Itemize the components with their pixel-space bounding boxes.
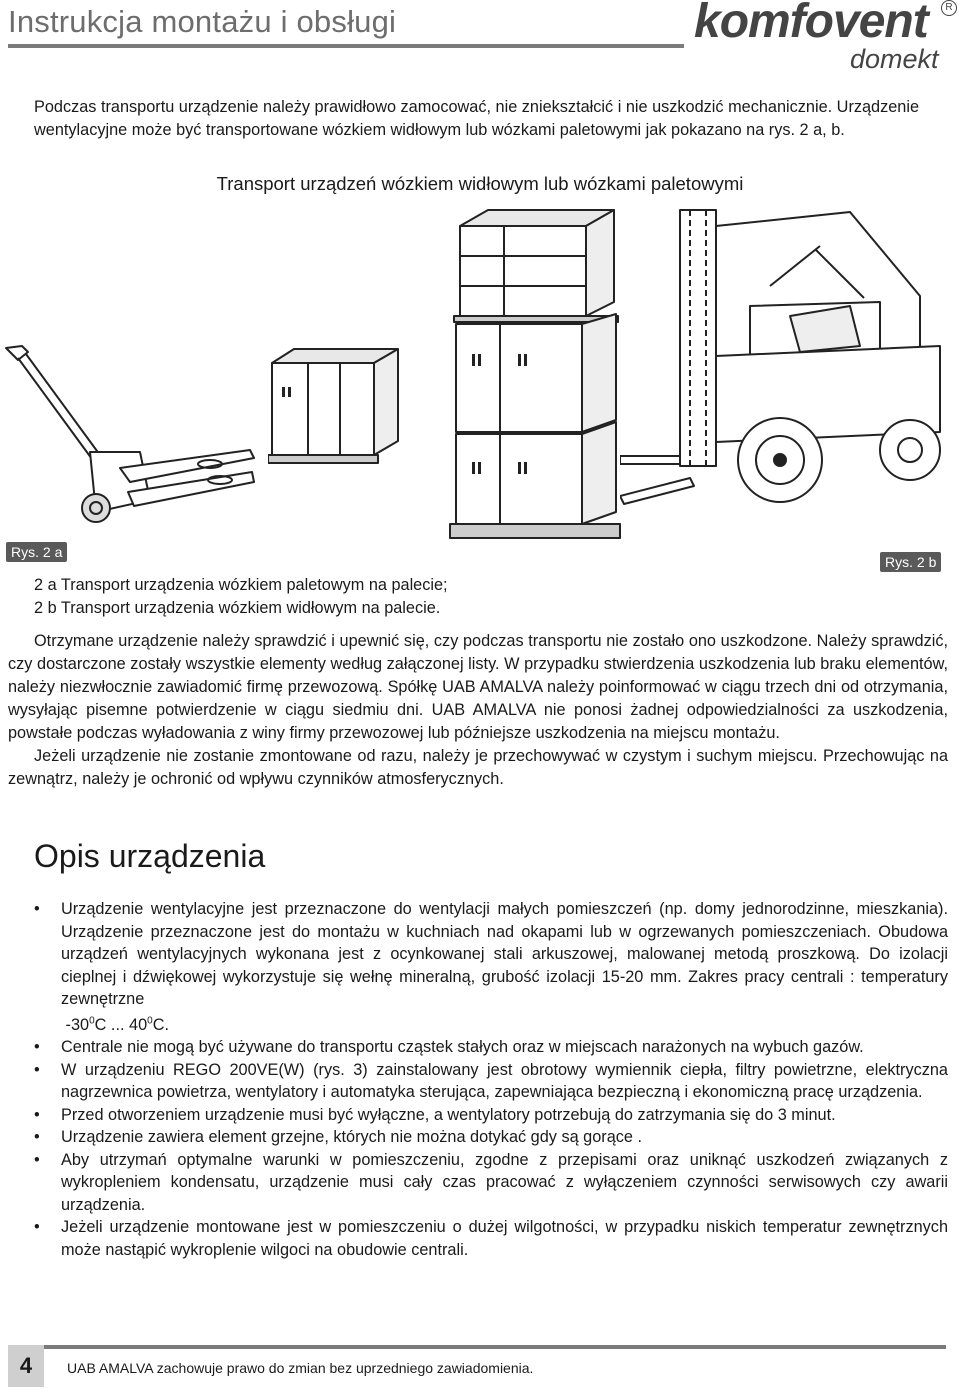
degree-sup: 0 (89, 1015, 95, 1027)
list-item: • Urządzenie zawiera element grzejne, których nie można dotykać gdy są gorące . (34, 1126, 948, 1149)
stacked-boxes-illustration (448, 206, 638, 546)
description-list (34, 898, 948, 1261)
page-header-title: Instrukcja montażu i obsługi (8, 4, 397, 39)
caption-line-a: 2 a Transport urządzenia wózkiem paletowym na palecie; (34, 576, 448, 594)
storage-paragraph: Jeżeli urządzenie nie zostanie zmontowane od razu, należy je przechowywać w czystym i suchym miejscu. Przechowując na zewnątrz, należy je ochronić od wpływu czynników atmosferycznych. (8, 747, 948, 788)
page-number: 4 (19, 1353, 33, 1378)
caption-line-b: 2 b Transport urządzenia wózkiem widłowym na palecie. (34, 599, 441, 617)
range-min: -30 (65, 1015, 90, 1034)
temperature-range (61, 1016, 169, 1034)
degree-sup: 0 (147, 1015, 153, 1027)
figure-label-b: Rys. 2 b (880, 552, 941, 572)
footer-disclaimer: UAB AMALVA zachowuje prawo do zmian bez uprzedniego zawiadomienia. (67, 1360, 534, 1376)
section-heading: Opis urządzenia (34, 838, 266, 874)
range-mid: C ... 40 (94, 1015, 148, 1034)
list-item (34, 898, 948, 1036)
header-divider (8, 44, 684, 48)
footer-divider (8, 1345, 946, 1349)
intro-paragraph: Podczas transportu urządzenie należy prawidłowo zamocować, nie zniekształcić i nie uszkodzić mechanicznie. Urządzenie wentylacyjne może być transportowane wózkiem widłowym lub wózkami paletowymi jak pokazano na rys. 2 a, b. (34, 98, 920, 139)
list-item: • Przed otworzeniem urządzenie musi być wyłączne, a wentylatory potrzebują do zatrzymania się do 3 minut. (34, 1104, 948, 1127)
figure-title: Transport urządzeń wózkiem widłowym lub wózkami paletowymi (216, 173, 744, 194)
body-text (8, 630, 948, 791)
inspection-paragraph: Otrzymane urządzenie należy sprawdzić i upewnić się, czy podczas transportu nie zostało ono uszkodzone. Należy sprawdzić, czy dostarczone zostały wszystkie elementy według załączonej listy. W przypadku stwierdzenia uszkodzenia lub braku elementów, należy niezwłocznie zawiadomić firmę przewozową. Spółkę UAB AMALVA należy poinformować w ciągu trzech dni od otrzymania, wysyłając pisemne potwierdzenie w ciągu siedmiu dni. UAB AMALVA nie ponosi żadnej odpowiedzialności za uszkodzenia, powstałe podczas wyładowania z winy firmy przewozowej lub późniejsze uszkodzenia na miejscu montażu. (8, 632, 948, 742)
brand-logo: komfovent (694, 0, 928, 48)
bullet-text: Urządzenie wentylacyjne jest przeznaczone do wentylacji małych pomieszczeń (np. domy jednorodzinne, mieszkania). Urządzenie przeznaczone jest do montażu w kuchniach nad okapami lub w ogrzewanych pomieszczeniach. Obudowa urządzeń wentylacyjnych wykonana jest z ocynkowanej stali arkuszowej, malowanej metodą proszkową. Do izolacji cieplnej i dźwiękowej wykorzystuje się wełnę mineralną, grubość izolacji 15-20 mm. Zakres pracy centrali : temperatury zewnętrzne (61, 900, 948, 1008)
list-item: • Centrale nie mogą być używane do transportu cząstek stałych oraz w miejscach narażonych na wybuch gazów. (34, 1036, 948, 1059)
figure-caption (34, 574, 448, 620)
pallet-boxes-small-illustration (268, 345, 418, 465)
list-item: • W urządzeniu REGO 200VE(W) (rys. 3) zainstalowany jest obrotowy wymiennik ciepła, filtry powietrzne, elektryczna nagrzewnica powietrza, wentylatory i automatyka sterująca, zapewniająca bezpieczną i ekonomiczną pracę urządzenia. (34, 1059, 948, 1104)
list-item: • Jeżeli urządzenie montowane jest w pomieszczeniu o dużej wilgotności, w przypadku niskich temperatur zewnętrznych może nastąpić wykroplenie wilgoci na obudowie centrali. (34, 1216, 948, 1261)
range-end: C. (152, 1015, 169, 1034)
pallet-truck-illustration (0, 340, 260, 540)
figure-label-a: Rys. 2 a (6, 542, 67, 562)
registered-mark-icon: R (941, 0, 957, 16)
brand-logo-subtitle: domekt (850, 44, 939, 74)
forklift-illustration (620, 206, 950, 546)
list-item: • Aby utrzymań optymalne warunki w pomieszczeniu, zgodne z przepisami oraz uniknąć uszkodzeń związanych z wykropleniem kondensatu, urządzenie musi cały czas pracować z wyłączeniem czynności serwisowych czy awarii urządzenia. (34, 1149, 948, 1217)
